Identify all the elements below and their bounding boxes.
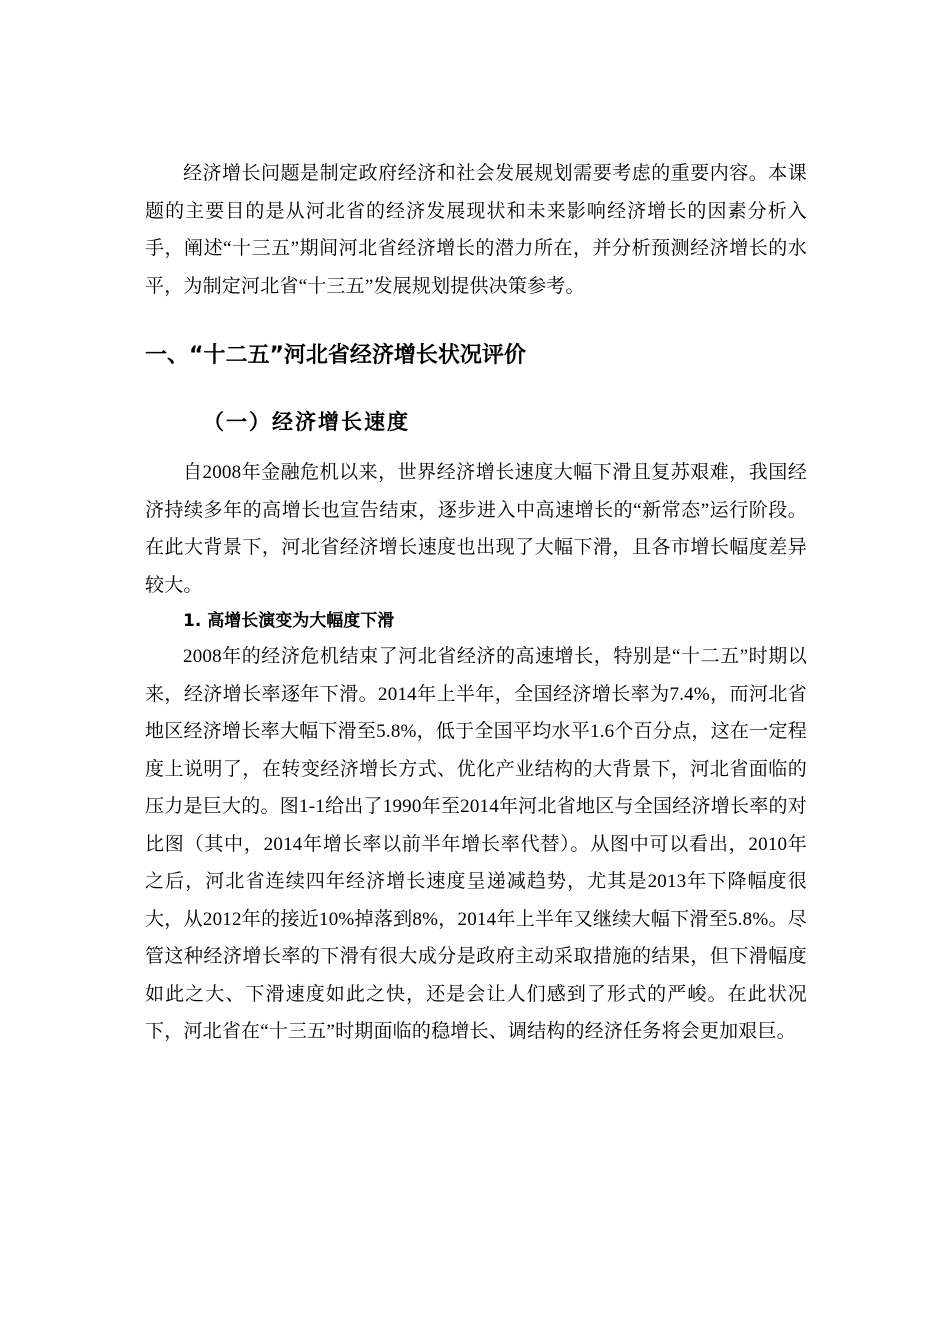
section-heading: 一、“十二五”河北省经济增长状况评价 xyxy=(145,343,526,368)
document-body xyxy=(145,155,807,1051)
subsection-heading: （一）经济增长速度 xyxy=(203,409,410,434)
body-paragraph: 自2008年金融危机以来，世界经济增长速度大幅下滑且复苏艰难，我国经济持续多年的高增长也宣告结束，逐步进入中高速增长的“新常态”运行阶段。在此大背景下，河北省经济增长速度也出现了大幅下滑，且各市增长幅度差异较大。 xyxy=(145,462,807,596)
body-paragraph: 2008年的经济危机结束了河北省经济的高速增长，特别是“十二五”时期以来，经济增长率逐年下滑。2014年上半年，全国经济增长率为7.4%，而河北省地区经济增长率大幅下滑至5.8%，低于全国平均水平1.6个百分点，这在一定程度上说明了，在转变经济增长方式、优化产业结构的大背景下，河北省面临的压力是巨大的。图1-1给出了1990年至2014年河北省地区与全国经济增长率的对比图（其中，2014年增长率以前半年增长率代替）。从图中可以看出，2010年之后，河北省连续四年经济增长速度呈递减趋势，尤其是2013年下降幅度很大，从2012年的接近10%掉落到8%，2014年上半年又继续大幅下滑至5.8%。尽管这种经济增长率的下滑有很大成分是政府主动采取措施的结果，但下滑幅度如此之大、下滑速度如此之快，还是会让人们感到了形式的严峻。在此状况下，河北省在“十三五”时期面临的稳增长、调结构的经济任务将会更加艰巨。 xyxy=(145,646,807,1042)
intro-paragraph: 经济增长问题是制定政府经济和社会发展规划需要考虑的重要内容。本课题的主要目的是从河北省的经济发展现状和未来影响经济增长的因素分析入手，阐述“十三五”期间河北省经济增长的潜力所在，并分析预测经济增长的水平，为制定河北省“十三五”发展规划提供决策参考。 xyxy=(145,163,807,297)
item-heading: 1. 高增长演变为大幅度下滑 xyxy=(183,611,395,631)
